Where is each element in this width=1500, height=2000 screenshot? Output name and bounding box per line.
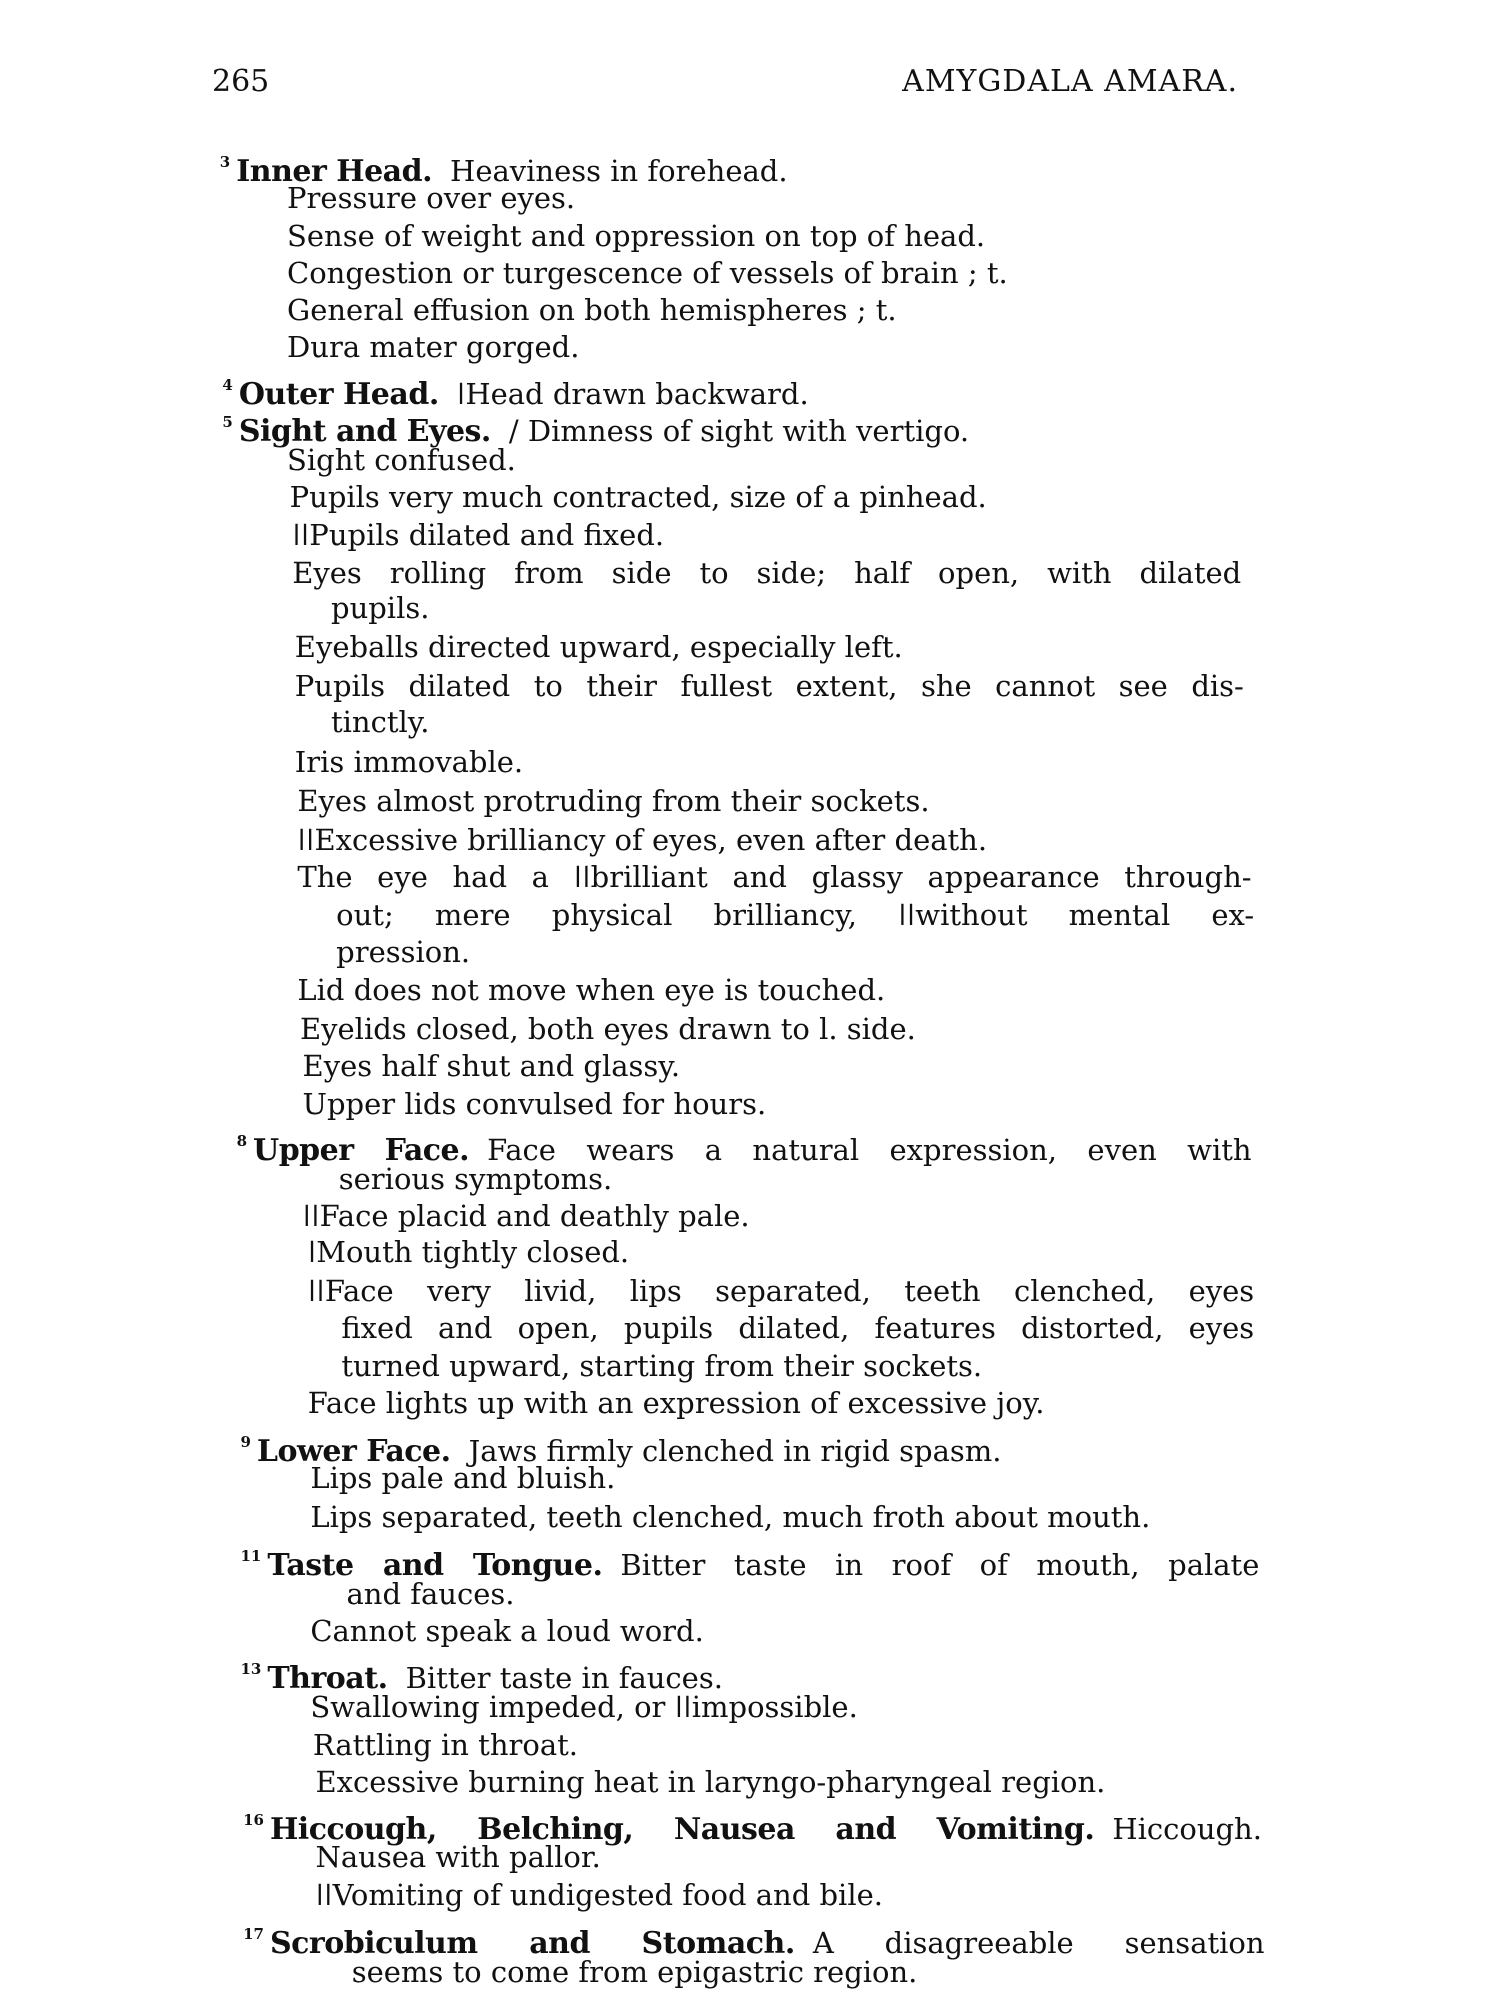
symptom-text: Swallowing impeded, or ǀǀimpossible. <box>310 1690 858 1725</box>
section-number: 9 <box>240 1433 251 1452</box>
section-line <box>287 218 985 254</box>
symptom-text: Pressure over eyes. <box>287 181 576 216</box>
section-line <box>308 1273 1254 1309</box>
symptom-text: Cannot speak a loud word. <box>310 1614 704 1649</box>
section-line <box>331 704 430 740</box>
symptom-text: Eyelids closed, both eyes drawn to l. side. <box>299 1011 916 1046</box>
section-number: 8 <box>236 1132 248 1150</box>
section-line <box>297 972 885 1008</box>
section-line <box>331 590 429 626</box>
section-line <box>347 1576 515 1612</box>
section-line <box>287 255 1008 291</box>
section-line <box>290 479 987 515</box>
symptom-text: Face wears a natural expression, even with <box>487 1133 1252 1167</box>
section-line <box>315 1764 1105 1800</box>
symptom-text: Rattling in throat. <box>312 1727 578 1762</box>
symptom-text: Jaws firmly clenched in rigid spasm. <box>468 1434 1002 1469</box>
section-heading: Inner Head. <box>236 154 433 190</box>
section-line <box>313 1727 578 1763</box>
section-line <box>336 934 470 970</box>
section-heading: Outer Head. <box>238 376 439 412</box>
symptom-text: Sight confused. <box>287 442 516 477</box>
section-line <box>303 1048 681 1084</box>
section-line <box>297 859 1251 895</box>
symptom-text: General effusion on both hemispheres ; t. <box>287 292 897 327</box>
symptom-text: ǀǀVomiting of undigested food and bile. <box>315 1877 883 1912</box>
section-line <box>287 292 897 328</box>
symptom-text: Eyes rolling from side to side; half open, with dilated <box>292 556 1242 591</box>
section-line <box>310 1689 857 1725</box>
section-heading: Upper Face. <box>253 1133 470 1168</box>
section-number: 16 <box>243 1810 264 1829</box>
symptom-text: and fauces. <box>346 1576 515 1611</box>
section-line <box>303 1198 750 1234</box>
page-number: 265 <box>212 64 270 99</box>
section-line <box>341 1348 982 1384</box>
section-line <box>295 668 1244 704</box>
symptom-text: Bitter taste in fauces. <box>405 1660 723 1695</box>
section-line <box>341 1310 1254 1346</box>
section-heading: Lower Face. <box>256 1434 451 1470</box>
section-number: 17 <box>243 1924 264 1943</box>
section-number: 5 <box>222 413 233 432</box>
symptom-text: turned upward, starting from their sockets. <box>341 1348 983 1383</box>
section-line <box>297 822 987 858</box>
section-line <box>315 1877 883 1913</box>
symptom-text: Upper lids convulsed for hours. <box>302 1086 767 1121</box>
symptom-text: The eye had a ǀǀbrilliant and glassy appearance through- <box>297 860 1252 895</box>
section-line <box>300 1011 916 1047</box>
section-line <box>287 329 579 365</box>
section-line <box>297 783 929 819</box>
symptom-text: Hiccough. <box>1112 1811 1262 1846</box>
section-line <box>295 744 523 780</box>
symptom-text: Lips separated, teeth clenched, much froth about mouth. <box>310 1500 1151 1535</box>
symptom-text: Nausea with pallor. <box>315 1840 601 1875</box>
symptom-text: Pupils very much contracted, size of a pinhead. <box>289 480 987 515</box>
symptom-text: Eyes half shut and glassy. <box>302 1049 681 1084</box>
symptom-text: Iris immovable. <box>294 745 524 780</box>
section-line <box>295 629 903 665</box>
symptom-text: Congestion or turgescence of vessels of brain ; t. <box>287 256 1008 291</box>
section-number: 11 <box>240 1547 262 1566</box>
symptom-text: Eyes almost protruding from their sockets. <box>297 783 930 818</box>
section-heading: Throat. <box>267 1660 388 1696</box>
symptom-text: Bitter taste in roof of mouth, palate <box>620 1548 1260 1583</box>
symptom-text: out; mere physical brilliancy, ǀǀwithout mental ex- <box>336 897 1255 932</box>
section-line <box>308 1234 629 1270</box>
symptom-text: pression. <box>336 935 471 970</box>
symptom-text: Dura mater gorged. <box>287 330 580 365</box>
section-line <box>339 1161 612 1197</box>
section-number: 4 <box>222 375 233 394</box>
section-heading: Hiccough, Belching, Nausea and Vomiting. <box>269 1811 1095 1847</box>
section-line <box>336 897 1254 933</box>
section-number: 13 <box>240 1659 262 1678</box>
symptom-text: ǀǀFace very livid, lips separated, teeth clenched, eyes <box>307 1274 1255 1308</box>
symptom-text: ǀǀPupils dilated and fixed. <box>292 517 665 552</box>
section-line <box>310 1613 703 1649</box>
symptom-text: Lips pale and bluish. <box>310 1461 616 1496</box>
section-line <box>287 442 516 478</box>
symptom-text: serious symptoms. <box>338 1161 613 1196</box>
symptom-text: Face lights up with an expression of excessive joy. <box>307 1386 1045 1421</box>
running-title: AMYGDALA AMARA. <box>902 64 1238 99</box>
symptom-text: ǀMouth tightly closed. <box>307 1235 630 1270</box>
section-heading: Sight and Eyes. <box>238 414 491 450</box>
symptom-text: tinctly. <box>331 705 430 740</box>
section-heading: Taste and Tongue. <box>267 1548 603 1584</box>
section-line <box>308 1385 1045 1421</box>
section-line <box>310 1460 615 1496</box>
section-line <box>315 1839 600 1875</box>
symptom-text: fixed and open, pupils dilated, features distorted, eyes <box>341 1311 1255 1346</box>
section-line <box>287 180 575 216</box>
symptom-text: Heaviness in forehead. <box>450 154 788 189</box>
symptom-text: Excessive burning heat in laryngo-pharyngeal region. <box>315 1765 1106 1800</box>
section-number: 3 <box>219 153 231 172</box>
symptom-text: A disagreeable sensation <box>812 1925 1265 1960</box>
section-line <box>292 517 664 553</box>
symptom-text: Sense of weight and oppression on top of head. <box>287 218 986 253</box>
symptom-text: Lid does not move when eye is touched. <box>297 972 886 1007</box>
symptom-text: Pupils dilated to their fullest extent, she cannot see dis- <box>294 668 1244 703</box>
symptom-text: / Dimness of sight with vertigo. <box>508 414 970 449</box>
symptom-text: ǀǀExcessive brilliancy of eyes, even after death. <box>297 822 988 857</box>
section-line <box>310 1499 1150 1535</box>
symptom-text: ǀǀFace placid and deathly pale. <box>302 1199 750 1233</box>
section-line <box>292 555 1241 591</box>
symptom-text: pupils. <box>331 591 430 626</box>
symptom-text: seems to come from epigastric region. <box>351 1955 918 1990</box>
section-line <box>303 1086 767 1122</box>
section-line <box>352 1954 918 1990</box>
symptom-text: Eyeballs directed upward, especially left. <box>294 630 903 665</box>
section-heading: Scrobiculum and Stomach. <box>269 1925 795 1961</box>
symptom-text: ǀHead drawn backward. <box>456 376 809 411</box>
